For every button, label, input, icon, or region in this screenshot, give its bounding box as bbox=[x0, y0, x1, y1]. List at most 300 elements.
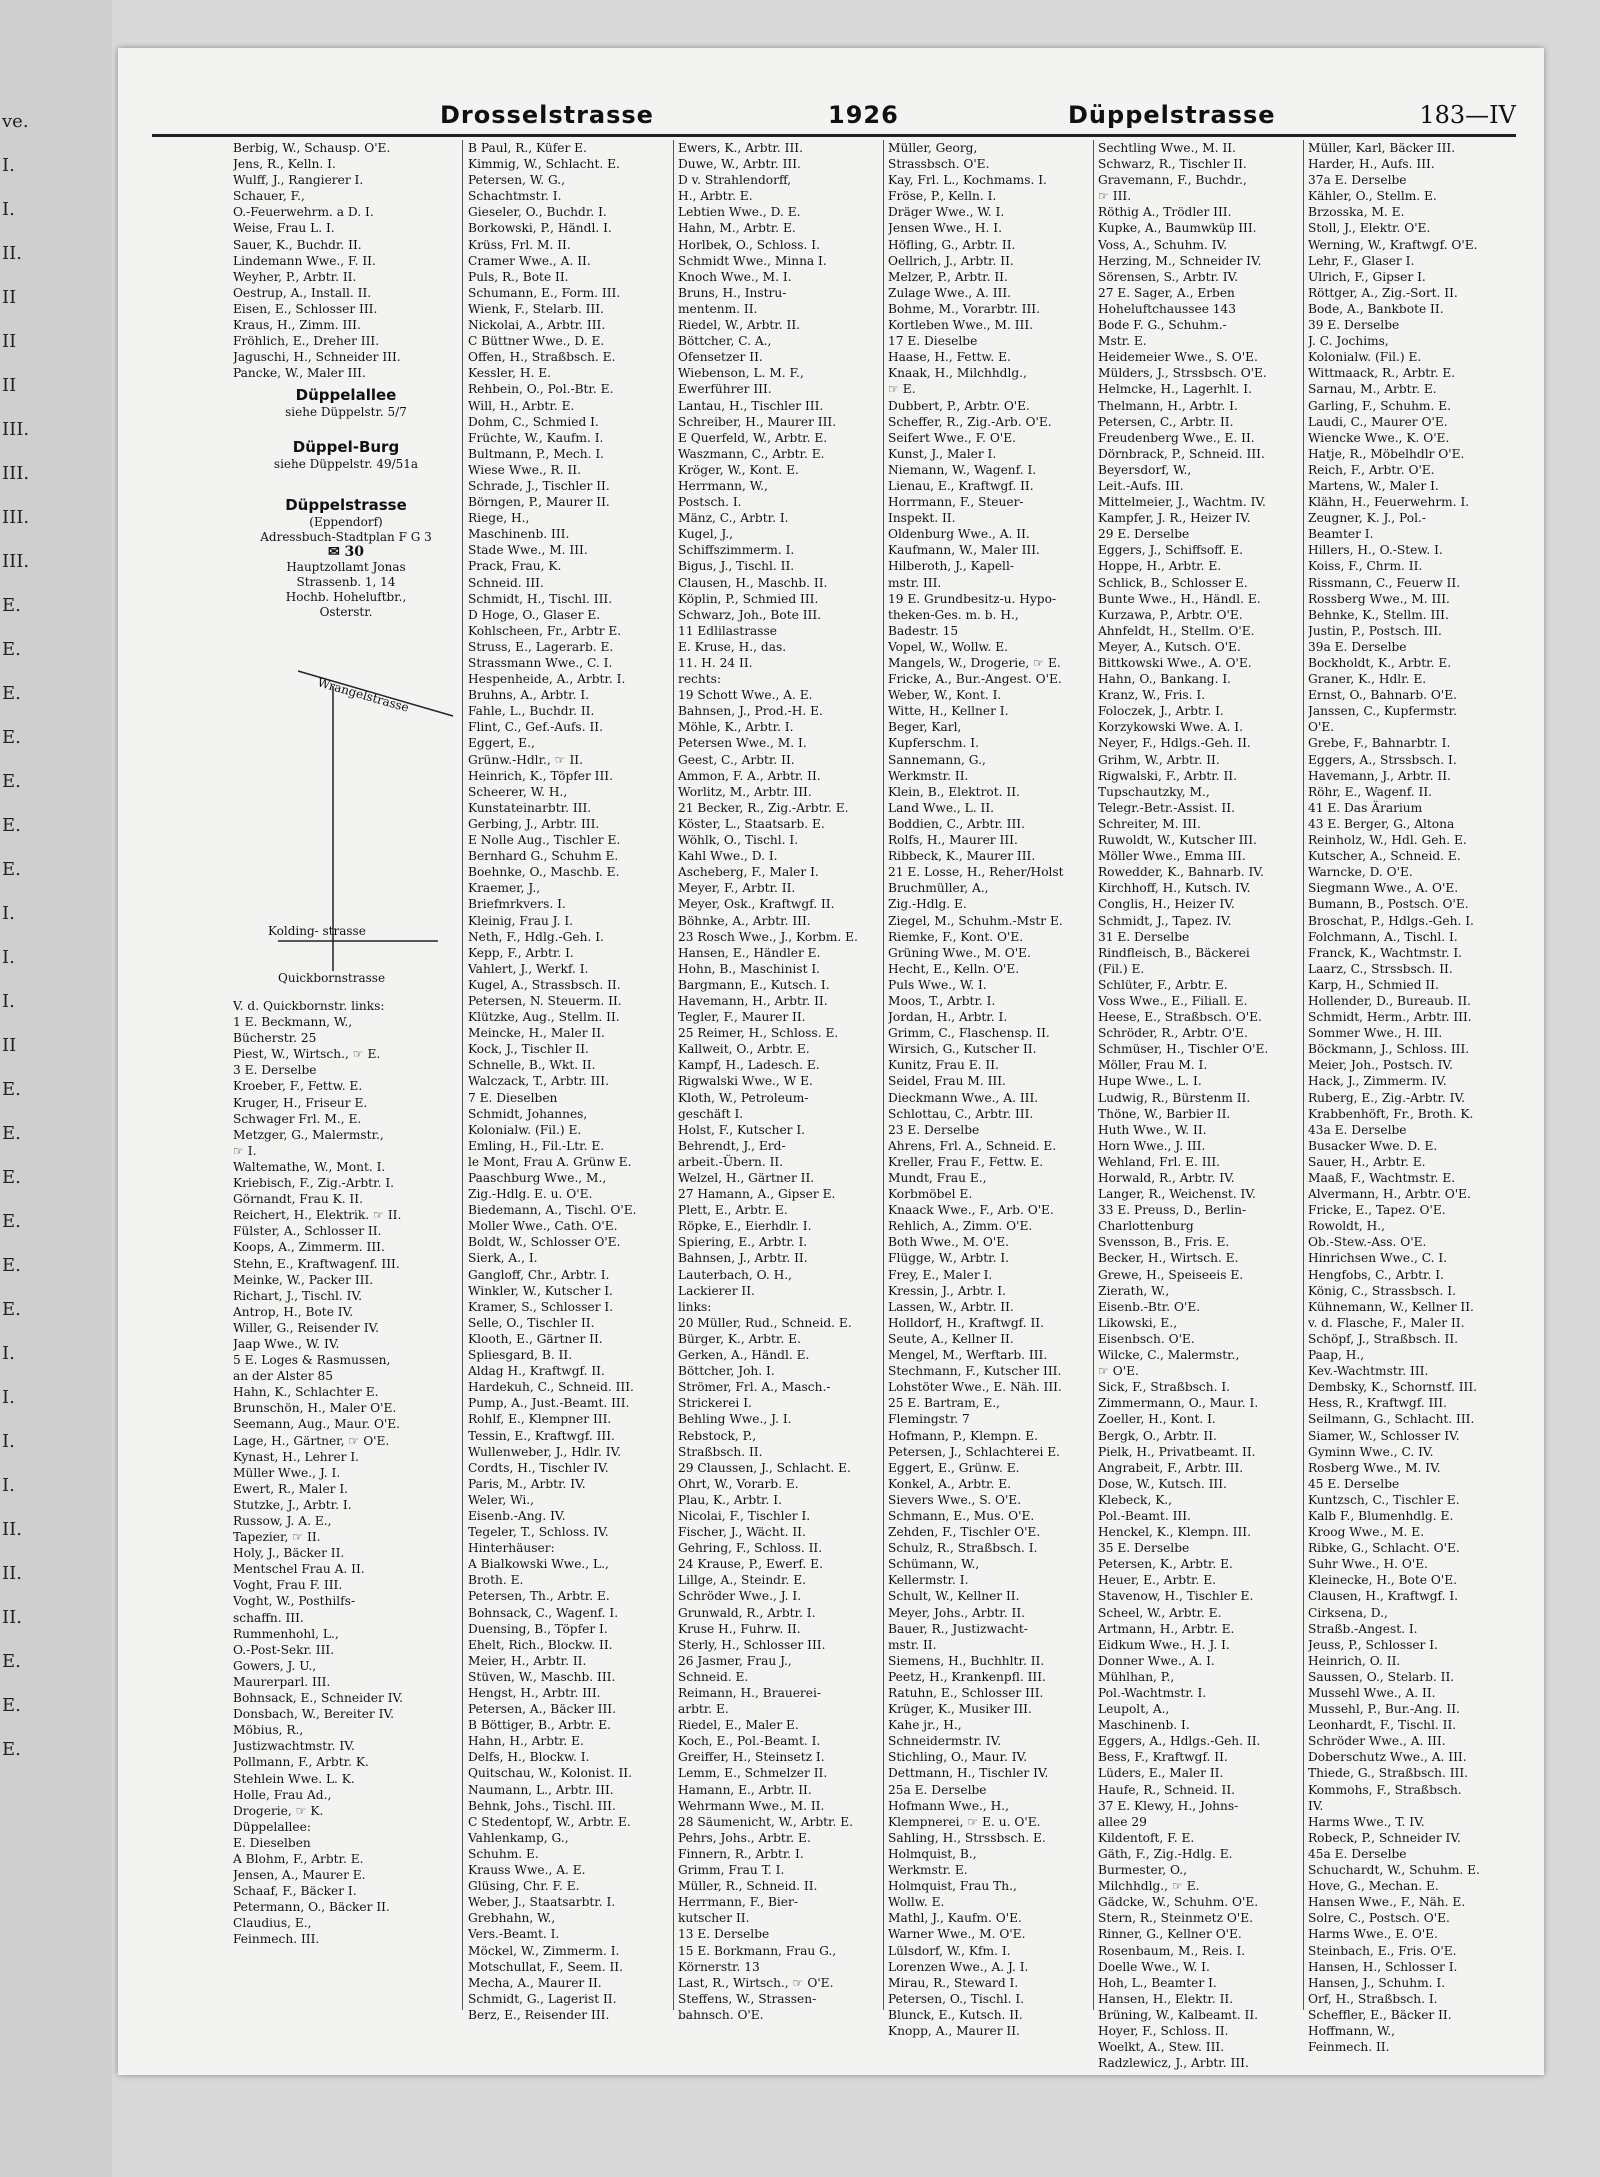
directory-entry: Kommohs, F., Straßbsch. bbox=[1308, 1782, 1462, 1797]
directory-entry: Niemann, W., Wagenf. I. bbox=[888, 462, 1037, 477]
directory-entry: Riege, H., bbox=[468, 511, 530, 526]
directory-entry: Fahle, L., Buchdr. II. bbox=[468, 704, 595, 719]
directory-entry: Krüss, Frl. M. II. bbox=[468, 237, 571, 252]
directory-entry: mstr. III. bbox=[888, 575, 942, 590]
directory-entry: Grihm, W., Arbtr. II. bbox=[1098, 752, 1220, 767]
directory-entry: Ohrt, W., Vorarb. E. bbox=[678, 1476, 799, 1491]
directory-entry: Eidkum Wwe., H. J. I. bbox=[1098, 1637, 1230, 1652]
directory-entry: Nicolai, F., Tischler I. bbox=[678, 1508, 811, 1523]
directory-entry: Grüning Wwe., M. O'E. bbox=[888, 945, 1031, 960]
directory-entry: Stavenow, H., Tischler E. bbox=[1098, 1589, 1254, 1604]
directory-entry: Kolonialw. (Fil.) E. bbox=[468, 1122, 582, 1137]
directory-entry: Ludwig, R., Bürstenm II. bbox=[1098, 1090, 1251, 1105]
directory-entry: Werning, W., Kraftwgf. O'E. bbox=[1308, 237, 1478, 252]
directory-entry: Voss, A., Schuhm. IV. bbox=[1098, 237, 1228, 252]
directory-entry: Lebtien Wwe., D. E. bbox=[678, 205, 801, 220]
directory-entry: Jensen Wwe., H. I. bbox=[888, 221, 1002, 236]
directory-entry: Grebhahn, W., bbox=[468, 1911, 556, 1926]
directory-entry: Kolonialw. (Fil.) E. bbox=[1308, 350, 1422, 365]
directory-entry: Grimm, Frau T. I. bbox=[678, 1863, 785, 1878]
directory-entry: Moller Wwe., Cath. O'E. bbox=[468, 1219, 618, 1234]
dueppelstrasse-info: Hochb. Hoheluftbr., bbox=[285, 590, 407, 604]
directory-entry: Klebeck, K., bbox=[1098, 1492, 1173, 1507]
directory-entry: Inspekt. II. bbox=[888, 511, 956, 526]
directory-entry: Bumann, B., Postsch. O'E. bbox=[1308, 897, 1469, 912]
directory-entry: Kaufmann, W., Maler III. bbox=[888, 543, 1040, 558]
directory-entry: Meier, H., Arbtr. II. bbox=[468, 1653, 587, 1668]
directory-entry: Justizwachtmstr. IV. bbox=[233, 1739, 355, 1754]
directory-entry: Kramer, S., Schlosser I. bbox=[468, 1299, 614, 1314]
directory-entry: Lage, H., Gärtner, ☞ O'E. bbox=[233, 1433, 390, 1448]
directory-entry: Franck, K., Wachtmstr. I. bbox=[1308, 945, 1463, 960]
directory-entry: Kupferschm. I. bbox=[888, 736, 979, 751]
directory-entry: Ulrich, F., Gipser I. bbox=[1308, 269, 1426, 284]
directory-entry: Rossberg Wwe., M. III. bbox=[1308, 591, 1450, 606]
directory-entry: Boehnke, O., Maschb. E. bbox=[468, 865, 620, 880]
directory-entry: ☞ I. bbox=[233, 1143, 257, 1158]
directory-entry: Schiffszimmerm. I. bbox=[678, 543, 795, 558]
directory-entry: Kraus, H., Zimm. III. bbox=[233, 318, 361, 333]
directory-entry: Hansen, E., Händler E. bbox=[678, 945, 821, 960]
directory-entry: Pol.-Beamt. III. bbox=[1098, 1508, 1191, 1523]
directory-entry: Fischer, J., Wächt. II. bbox=[678, 1525, 806, 1540]
directory-entry: Hove, G., Mechan. E. bbox=[1308, 1879, 1439, 1894]
directory-entry: 26 Jasmer, Frau J., bbox=[678, 1653, 792, 1668]
directory-entry: Laudi, C., Maurer O'E. bbox=[1308, 414, 1448, 429]
directory-entry: Wiese Wwe., R. II. bbox=[468, 462, 581, 477]
directory-entry: Moos, T., Arbtr. I. bbox=[888, 993, 996, 1008]
directory-entry: Suhr Wwe., H. O'E. bbox=[1308, 1557, 1429, 1572]
directory-entry: le Mont, Frau A. Grünw E. bbox=[468, 1154, 632, 1169]
directory-entry: Justin, P., Postsch. III. bbox=[1308, 623, 1442, 638]
edge-fragment: I. bbox=[2, 1431, 15, 1452]
directory-entry: Kessler, H. E. bbox=[468, 366, 551, 381]
directory-entry: Eisenb.-Ang. IV. bbox=[468, 1508, 566, 1523]
directory-entry: Zig.-Hdlg. E. bbox=[888, 897, 967, 912]
directory-entry: Busacker Wwe. D. E. bbox=[1308, 1138, 1438, 1153]
edge-fragment: E. bbox=[2, 595, 21, 616]
directory-entry: Hahn, K., Schlachter E. bbox=[233, 1385, 379, 1400]
dueppelstrasse-title: Düppelstrasse bbox=[285, 496, 407, 514]
directory-entry: Alvermann, H., Arbtr. O'E. bbox=[1308, 1187, 1471, 1202]
directory-entry: Kalb F., Blumenhdlg. E. bbox=[1308, 1508, 1454, 1523]
directory-entry: Brunschön, H., Maler O'E. bbox=[233, 1401, 397, 1416]
directory-entry: Klähn, H., Feuerwehrm. I. bbox=[1308, 495, 1470, 510]
directory-entry: Koiss, F., Chrm. II. bbox=[1308, 559, 1423, 574]
directory-entry: Kunstateinarbtr. III. bbox=[468, 800, 592, 815]
edge-fragment: II bbox=[2, 1035, 17, 1056]
directory-entry: Scheffer, R., Zig.-Arb. O'E. bbox=[888, 414, 1052, 429]
directory-entry: Kreller, Frau F., Fettw. E. bbox=[888, 1154, 1044, 1169]
directory-entry: v. d. Flasche, F., Maler II. bbox=[1308, 1315, 1465, 1330]
directory-entry: Vahlert, J., Werkf. I. bbox=[468, 961, 589, 976]
dueppelallee-title: Düppelallee bbox=[295, 386, 397, 404]
directory-entry: Kuntzsch, C., Tischler E. bbox=[1308, 1492, 1460, 1507]
directory-entry: Siegmann Wwe., A. O'E. bbox=[1308, 881, 1459, 896]
directory-entry: Früchte, W., Kaufm. I. bbox=[468, 430, 604, 445]
directory-entry: Wöhlk, O., Tischl. I. bbox=[678, 833, 799, 848]
directory-entry: Prack, Frau, K. bbox=[468, 559, 562, 574]
directory-entry: Schneid. E. bbox=[678, 1669, 749, 1684]
directory-entry: Sommer Wwe., H. III. bbox=[1308, 1026, 1443, 1041]
directory-entry: Rissmann, C., Feuerw II. bbox=[1308, 575, 1461, 590]
directory-entry: Thiede, G., Straßbsch. III. bbox=[1308, 1766, 1469, 1781]
directory-entry: Radzlewicz, J., Arbtr. III. bbox=[1098, 2056, 1249, 2071]
directory-entry: Artmann, H., Arbtr. E. bbox=[1098, 1621, 1235, 1636]
directory-entry: Müller, Georg, bbox=[888, 141, 978, 155]
directory-entry: bahnsch. O'E. bbox=[678, 2007, 764, 2022]
directory-entry: Offen, H., Straßbsch. E. bbox=[468, 350, 616, 365]
edge-fragment: ve. bbox=[2, 111, 29, 132]
directory-entry: Gehring, F., Schloss. II. bbox=[678, 1541, 823, 1556]
directory-entry: Grünw.-Hdlr., ☞ II. bbox=[468, 752, 583, 767]
directory-entry: Ahnfeldt, H., Stellm. O'E. bbox=[1098, 623, 1255, 638]
directory-entry: Flemingstr. 7 bbox=[888, 1412, 970, 1427]
directory-entry: Kühnemann, W., Kellner II. bbox=[1308, 1299, 1474, 1314]
column-1-bottom-entries bbox=[233, 998, 457, 1948]
directory-entry: Siamer, W., Schlosser IV. bbox=[1308, 1428, 1460, 1443]
directory-entry: Seilmann, G., Schlacht. III. bbox=[1308, 1412, 1475, 1427]
directory-entry: Paaschburg Wwe., M., bbox=[468, 1171, 607, 1185]
directory-entry: Haase, H., Fettw. E. bbox=[888, 350, 1011, 365]
directory-entry: Hansen, H., Elektr. II. bbox=[1098, 1991, 1234, 2006]
directory-entry: 19 Schott Wwe., A. E. bbox=[678, 688, 813, 703]
directory-entry: 23 Rosch Wwe., J., Korbm. E. bbox=[678, 929, 858, 944]
edge-fragment: E. bbox=[2, 1211, 21, 1232]
directory-entry: Eggers, J., Schiffsoff. E. bbox=[1098, 543, 1244, 558]
directory-entry: Graner, K., Hdlr. E. bbox=[1308, 672, 1427, 687]
edge-fragment: III. bbox=[2, 551, 30, 572]
directory-entry: Klempnerei, ☞ E. u. O'E. bbox=[888, 1814, 1041, 1829]
directory-entry: Schwarz, Joh., Bote III. bbox=[678, 607, 822, 622]
directory-entry: Walczack, T., Arbtr. III. bbox=[468, 1074, 609, 1089]
directory-entry: Stehn, E., Kraftwagenf. III. bbox=[233, 1256, 400, 1271]
edge-fragment: E. bbox=[2, 1695, 21, 1716]
directory-entry: Charlottenburg bbox=[1098, 1219, 1194, 1234]
directory-entry: Neyer, F., Hdlgs.-Geh. II. bbox=[1098, 736, 1251, 751]
directory-entry: Henckel, K., Klempn. III. bbox=[1098, 1525, 1251, 1540]
directory-entry: Bohnsack, E., Schneider IV. bbox=[233, 1691, 404, 1706]
directory-entry: Rehlich, A., Zimm. O'E. bbox=[888, 1219, 1033, 1234]
directory-entry: O'E. bbox=[1308, 720, 1335, 735]
directory-entry: Bahnsen, J., Arbtr. II. bbox=[678, 1251, 808, 1266]
directory-entry: Kortleben Wwe., M. III. bbox=[888, 318, 1034, 333]
directory-entry: Bigus, J., Tischl. II. bbox=[678, 559, 795, 574]
directory-entry: Gravemann, F., Buchdr., bbox=[1098, 173, 1247, 188]
directory-entry: C Stedentopf, W., Arbtr. E. bbox=[468, 1814, 631, 1829]
edge-fragment: I. bbox=[2, 947, 15, 968]
edge-fragment: E. bbox=[2, 1651, 21, 1672]
directory-entry: Schneidermstr. IV. bbox=[888, 1734, 1002, 1749]
directory-entry: 28 Säumenicht, W., Arbtr. E. bbox=[678, 1814, 854, 1829]
directory-entry: Mathl, J., Kaufm. O'E. bbox=[888, 1911, 1022, 1926]
directory-entry: Neth, F., Hdlg.-Geh. I. bbox=[468, 929, 604, 944]
directory-entry: Bernhard G., Schuhm E. bbox=[468, 849, 619, 864]
directory-entry: V. d. Quickbornstr. links: bbox=[233, 999, 385, 1013]
edge-fragment: II. bbox=[2, 243, 22, 264]
directory-entry: Stechmann, F., Kutscher III. bbox=[888, 1364, 1062, 1379]
directory-entry: Jaap Wwe., W. IV. bbox=[233, 1336, 340, 1351]
directory-entry: Mentschel Frau A. II. bbox=[233, 1562, 365, 1577]
directory-entry: Doberschutz Wwe., A. III. bbox=[1308, 1750, 1467, 1765]
directory-entry: Jordan, H., Arbtr. I. bbox=[888, 1010, 1008, 1025]
directory-entry: Bohme, M., Vorarbtr. III. bbox=[888, 301, 1040, 316]
directory-entry: Hengst, H., Arbtr. III. bbox=[468, 1686, 601, 1700]
directory-entry: Röpke, E., Eierhdlr. I. bbox=[678, 1219, 812, 1234]
directory-entry: Helmcke, H., Lagerhlt. I. bbox=[1098, 382, 1252, 397]
directory-entry: Rosenbaum, M., Reis. I. bbox=[1098, 1943, 1246, 1958]
directory-entry: Böttcher, C. A., bbox=[678, 334, 772, 349]
directory-entry: Reichert, H., Elektrik. ☞ II. bbox=[233, 1208, 402, 1223]
directory-entry: 21 E. Losse, H., Reher/Holst bbox=[888, 865, 1064, 880]
directory-entry: Ewers, K., Arbtr. III. bbox=[678, 141, 803, 155]
directory-entry: Hansen, J., Schuhm. I. bbox=[1308, 1975, 1446, 1990]
directory-entry: Knopp, A., Maurer II. bbox=[888, 2023, 1020, 2038]
directory-entry: Schreiter, M. III. bbox=[1098, 816, 1201, 831]
directory-entry: Leonhardt, F., Tischl. II. bbox=[1308, 1718, 1457, 1733]
edge-fragment: I. bbox=[2, 903, 15, 924]
directory-entry: Schlüter, F., Arbtr. E. bbox=[1098, 977, 1228, 992]
directory-entry: Horlbek, O., Schloss. I. bbox=[678, 237, 820, 252]
directory-entry: Kohlscheen, Fr., Arbtr E. bbox=[468, 623, 622, 638]
directory-entry: Hofmann Wwe., H., bbox=[888, 1798, 1010, 1813]
directory-entry: Schröder Wwe., J. I. bbox=[678, 1589, 802, 1604]
directory-entry: Meyer, A., Kutsch. O'E. bbox=[1098, 639, 1241, 654]
edge-fragment: E. bbox=[2, 815, 21, 836]
directory-entry: Ribke, G., Schlacht. O'E. bbox=[1308, 1541, 1460, 1556]
directory-entry: Schümann, W., bbox=[888, 1557, 980, 1572]
dueppelstrasse-info: Strassenb. 1, 14 bbox=[296, 575, 396, 589]
directory-entry: Kroeber, F., Fettw. E. bbox=[233, 1079, 363, 1094]
directory-entry: Ernst, O., Bahnarb. O'E. bbox=[1308, 688, 1458, 703]
directory-entry: Bücherstr. 25 bbox=[233, 1031, 317, 1046]
directory-entry: Pollmann, F., Arbtr. K. bbox=[233, 1755, 369, 1770]
directory-entry: Zierath, W., bbox=[1098, 1283, 1170, 1298]
directory-entry: arbtr. E. bbox=[678, 1702, 729, 1717]
directory-entry: Siemens, H., Buchhltr. II. bbox=[888, 1653, 1045, 1668]
directory-entry: Lackierer II. bbox=[678, 1283, 755, 1298]
directory-entry: 31 E. Derselbe bbox=[1098, 929, 1190, 944]
directory-entry: Lemm, E., Schmelzer II. bbox=[678, 1766, 828, 1781]
directory-entry: Tegler, F., Maurer II. bbox=[678, 1010, 806, 1025]
directory-entry: Maschinenb. III. bbox=[468, 527, 570, 542]
directory-entry: Lüders, E., Maler II. bbox=[1098, 1766, 1224, 1781]
directory-entry: Steinbach, E., Fris. O'E. bbox=[1308, 1943, 1457, 1958]
column-6-entries bbox=[1308, 140, 1530, 2055]
directory-entry: Richart, J., Tischl. IV. bbox=[233, 1288, 363, 1303]
directory-entry: Kock, J., Tischler II. bbox=[468, 1042, 589, 1057]
edge-fragment: E. bbox=[2, 1299, 21, 1320]
directory-entry: Werkmstr. E. bbox=[888, 1863, 968, 1878]
directory-entry: Selle, O., Tischler II. bbox=[468, 1315, 595, 1330]
directory-entry: Wollw. E. bbox=[888, 1895, 945, 1910]
column-divider bbox=[462, 140, 463, 2010]
directory-entry: Krauss Wwe., A. E. bbox=[468, 1863, 586, 1878]
directory-entry: König, C., Strassbsch. I. bbox=[1308, 1283, 1456, 1298]
directory-entry: Scheffler, E., Bäcker II. bbox=[1308, 2007, 1452, 2022]
dueppelburg-ref: siehe Düppelstr. 49/51a bbox=[273, 457, 419, 471]
directory-entry: Sauer, H., Arbtr. E. bbox=[1308, 1154, 1426, 1169]
directory-entry: D Hoge, O., Glaser E. bbox=[468, 607, 601, 622]
directory-entry: Straßb.-Angest. I. bbox=[1308, 1621, 1418, 1636]
directory-entry: Paap, H., bbox=[1308, 1348, 1365, 1363]
directory-entry: 45 E. Derselbe bbox=[1308, 1476, 1400, 1491]
edge-fragment: E. bbox=[2, 639, 21, 660]
directory-entry: Kleinecke, H., Bote O'E. bbox=[1308, 1573, 1457, 1588]
directory-entry: Wehland, Frl. E. III. bbox=[1098, 1154, 1221, 1169]
directory-entry: Hofmann, P., Klempn. E. bbox=[888, 1428, 1039, 1443]
directory-entry: Bürger, K., Arbtr. E. bbox=[678, 1331, 801, 1346]
directory-entry: Kallweit, O., Arbtr. E. bbox=[678, 1042, 810, 1057]
directory-entry: Geest, C., Arbtr. II. bbox=[678, 752, 795, 767]
directory-entry: Hoyer, F., Schloss. II. bbox=[1098, 2023, 1229, 2038]
directory-entry: Sterly, H., Schlosser III. bbox=[678, 1637, 826, 1652]
directory-entry: Kruse H., Fuhrw. II. bbox=[678, 1621, 801, 1636]
directory-entry: Piest, W., Wirtsch., ☞ E. bbox=[233, 1047, 381, 1062]
directory-entry: Maschinenb. I. bbox=[1098, 1718, 1190, 1733]
directory-entry: Schmann, E., Mus. O'E. bbox=[888, 1508, 1035, 1523]
directory-entry: Telegr.-Betr.-Assist. II. bbox=[1098, 800, 1235, 815]
directory-entry: Krüger, K., Musiker III. bbox=[888, 1702, 1032, 1717]
directory-entry: Wirsich, G., Kutscher II. bbox=[888, 1042, 1037, 1057]
directory-entry: Hoheluftchaussee 143 bbox=[1098, 301, 1237, 316]
column-5-entries bbox=[1098, 140, 1310, 2071]
directory-entry: Saussen, O., Stelarb. II. bbox=[1308, 1669, 1455, 1684]
street-sketch-map bbox=[238, 656, 458, 986]
directory-entry: Wittmaack, R., Arbtr. E. bbox=[1308, 366, 1456, 381]
directory-entry: Schmidt, Johannes, bbox=[468, 1106, 588, 1121]
directory-entry: Blunck, E., Kutsch. II. bbox=[888, 2007, 1023, 2022]
column-3-entries bbox=[678, 140, 890, 2023]
directory-entry: Broschat, P., Hdlgs.-Geh. I. bbox=[1308, 913, 1474, 928]
directory-entry: Bultmann, P., Mech. I. bbox=[468, 446, 605, 461]
directory-entry: Hahn, O., Bankang. I. bbox=[1098, 672, 1232, 687]
directory-entry: Bahnsen, J., Prod.-H. E. bbox=[678, 704, 823, 719]
directory-entry: Stoll, J., Elektr. O'E. bbox=[1308, 221, 1431, 236]
directory-entry: Weyher, P., Arbtr. II. bbox=[233, 269, 357, 284]
directory-entry: Kruger, H., Friseur E. bbox=[233, 1095, 368, 1110]
directory-entry: Kupke, A., Baumwküp III. bbox=[1098, 221, 1257, 236]
directory-entry: Lehr, F., Glaser I. bbox=[1308, 253, 1415, 268]
directory-entry: Flint, C., Gef.-Aufs. II. bbox=[468, 720, 603, 735]
directory-entry: Wienk, F., Stelarb. III. bbox=[468, 301, 604, 316]
directory-entry: Borkowski, P., Händl. I. bbox=[468, 221, 612, 236]
directory-entry: Hansen Wwe., F., Näh. E. bbox=[1308, 1895, 1466, 1910]
directory-entry: Ziegel, M., Schuhm.-Mstr E. bbox=[888, 913, 1063, 928]
directory-entry: 11. H. 24 II. bbox=[678, 656, 753, 670]
directory-entry: Lülsdorf, W., Kfm. I. bbox=[888, 1943, 1011, 1958]
directory-entry: Schrade, J., Tischler II. bbox=[468, 478, 610, 493]
directory-entry: Kahe jr., H., bbox=[888, 1718, 962, 1733]
directory-entry: Becker, H., Wirtsch. E. bbox=[1098, 1251, 1239, 1266]
directory-entry: Sörensen, S., Arbtr. IV. bbox=[1098, 269, 1239, 284]
directory-entry: Strassbsch. O'E. bbox=[888, 157, 990, 172]
directory-entry: Voss Wwe., E., Filiall. E. bbox=[1098, 993, 1248, 1008]
directory-entry: A Bialkowski Wwe., L., bbox=[468, 1557, 609, 1572]
directory-entry: B Paul, R., Küfer E. bbox=[468, 141, 587, 155]
directory-entry: Bruns, H., Instru- bbox=[678, 285, 787, 300]
directory-entry: Donner Wwe., A. I. bbox=[1098, 1653, 1215, 1668]
directory-entry: mentenm. II. bbox=[678, 301, 758, 316]
directory-entry: Riemke, F., Kont. O'E. bbox=[888, 929, 1024, 944]
directory-entry: 33 E. Preuss, D., Berlin- bbox=[1098, 1203, 1247, 1218]
directory-entry: Warncke, D. O'E. bbox=[1308, 865, 1413, 880]
directory-entry: Seidel, Frau M. III. bbox=[888, 1074, 1006, 1089]
directory-entry: Schmidt, J., Tapez. IV. bbox=[1098, 913, 1232, 928]
directory-entry: Sick, F., Straßbsch. I. bbox=[1098, 1380, 1231, 1395]
directory-entry: Schumann, E., Form. III. bbox=[468, 285, 621, 300]
directory-entry: Tapezier, ☞ II. bbox=[233, 1530, 321, 1545]
directory-entry: Hollender, D., Bureaub. II. bbox=[1308, 993, 1472, 1008]
dueppelallee-reference bbox=[236, 386, 456, 420]
adjacent-page-fragments bbox=[2, 100, 30, 1772]
directory-entry: Herzing, M., Schneider IV. bbox=[1098, 253, 1262, 268]
directory-entry: Weber, J., Staatsarbtr. I. bbox=[468, 1895, 616, 1910]
directory-entry: Ruberg, E., Zig.-Arbtr. IV. bbox=[1308, 1090, 1466, 1105]
header-page-number: 183—IV bbox=[1419, 101, 1516, 129]
directory-entry: B Böttiger, B., Arbtr. E. bbox=[468, 1718, 611, 1733]
directory-entry: Kirchhoff, H., Kutsch. IV. bbox=[1098, 881, 1251, 896]
directory-entry: Greiffer, H., Steinsetz I. bbox=[678, 1750, 825, 1765]
directory-entry: Hardekuh, C., Schneid. III. bbox=[468, 1380, 634, 1395]
directory-entry: an der Alster 85 bbox=[233, 1369, 333, 1384]
directory-entry: 11 Edlilastrasse bbox=[678, 623, 778, 638]
directory-entry: Willer, G., Reisender IV. bbox=[233, 1320, 380, 1335]
directory-entry: Tegeler, T., Schloss. IV. bbox=[468, 1525, 609, 1540]
directory-entry: Kildentoft, F. E. bbox=[1098, 1830, 1195, 1845]
directory-entry: Böckmann, J., Schloss. III. bbox=[1308, 1042, 1470, 1057]
directory-entry: Broth. E. bbox=[468, 1573, 524, 1588]
directory-entry: Möbius, R., bbox=[233, 1723, 304, 1738]
directory-entry: Holst, F., Kutscher I. bbox=[678, 1122, 806, 1137]
directory-entry: Vahlenkamp, G., bbox=[468, 1830, 569, 1845]
column-4-entries bbox=[888, 140, 1100, 2039]
directory-entry: Schachtmstr. I. bbox=[468, 189, 562, 204]
directory-entry: Klützke, Aug., Stellm. II. bbox=[468, 1010, 620, 1025]
directory-entry: Harms Wwe., E. O'E. bbox=[1308, 1927, 1438, 1942]
directory-entry: Reimann, H., Brauerei- bbox=[678, 1686, 821, 1700]
directory-entry: Voght, Frau F. III. bbox=[233, 1578, 343, 1593]
directory-entry: Scheerer, W. H., bbox=[468, 784, 568, 799]
directory-entry: Biedemann, A., Tischl. O'E. bbox=[468, 1203, 637, 1218]
directory-entry: Melzer, P., Arbtr. II. bbox=[888, 269, 1008, 284]
directory-entry: Harms Wwe., T. IV. bbox=[1308, 1814, 1425, 1829]
directory-entry: Fülster, A., Schlosser II. bbox=[233, 1224, 382, 1239]
edge-fragment: E. bbox=[2, 1739, 21, 1760]
directory-entry: Kranz, W., Fris. I. bbox=[1098, 688, 1206, 703]
directory-entry: Heinrich, O. II. bbox=[1308, 1653, 1401, 1668]
directory-entry: 15 E. Borkmann, Frau G., bbox=[678, 1943, 837, 1958]
directory-entry: arbeit.-Übern. II. bbox=[678, 1154, 784, 1169]
directory-entry: 25 E. Bartram, E., bbox=[888, 1396, 1001, 1411]
directory-entry: Kröger, W., Kont. E. bbox=[678, 462, 799, 477]
directory-entry: Konkel, A., Arbtr. E. bbox=[888, 1476, 1011, 1491]
directory-entry: Aldag H., Kraftwgf. II. bbox=[468, 1364, 605, 1379]
directory-entry: Worlitz, M., Arbtr. III. bbox=[678, 784, 812, 799]
directory-entry: Laarz, C., Strssbsch. II. bbox=[1308, 961, 1453, 976]
edge-fragment: III. bbox=[2, 507, 30, 528]
directory-entry: Mengel, M., Werftarb. III. bbox=[888, 1348, 1048, 1363]
directory-entry: schaffn. III. bbox=[233, 1610, 304, 1625]
header-rule bbox=[152, 134, 1516, 137]
directory-entry: Stade Wwe., M. III. bbox=[468, 543, 588, 558]
directory-entry: D v. Strahlendorff, bbox=[678, 173, 792, 188]
directory-entry: Horwald, R., Arbtr. IV. bbox=[1098, 1171, 1235, 1185]
directory-entry: Glüsing, Chr. F. E. bbox=[468, 1879, 580, 1894]
directory-entry: Zulage Wwe., A. III. bbox=[888, 285, 1012, 300]
directory-entry: Stern, R., Steinmetz O'E. bbox=[1098, 1911, 1253, 1926]
directory-entry: Ewert, R., Maler I. bbox=[233, 1481, 349, 1496]
